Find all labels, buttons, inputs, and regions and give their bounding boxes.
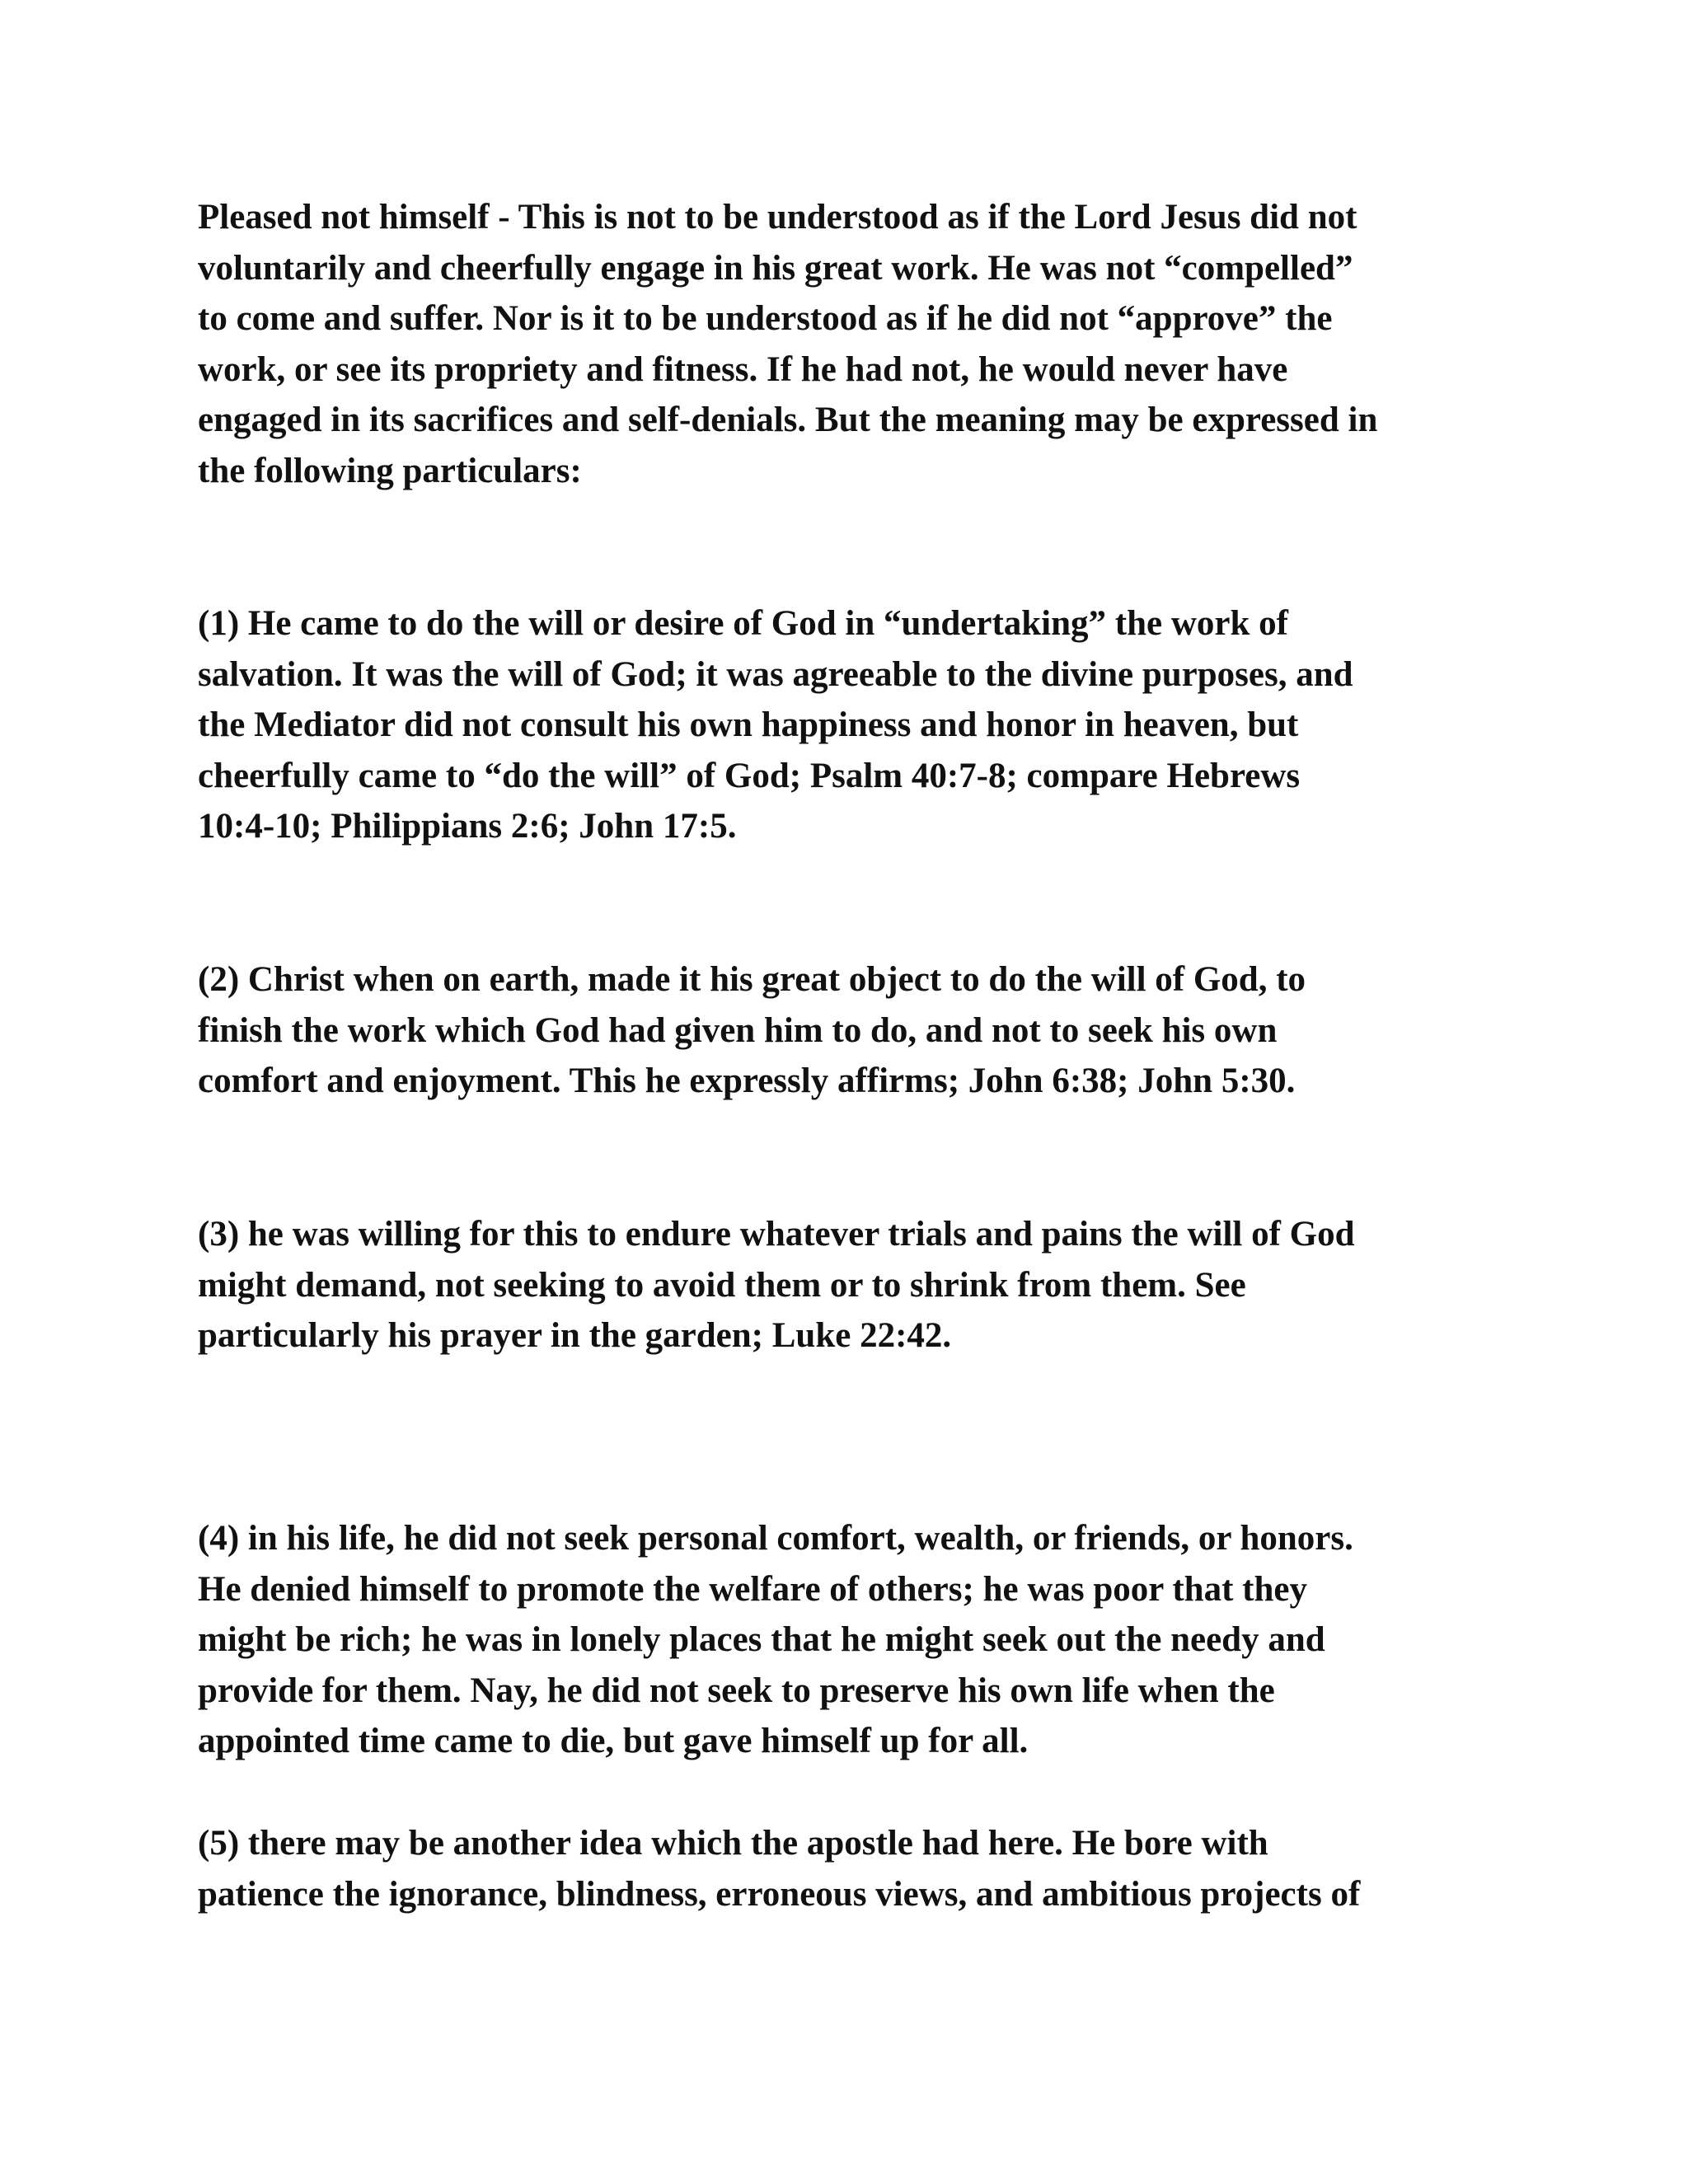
text-line: Pleased not himself - This is not to be understood as if the Lord Jesus did not <box>198 198 1357 237</box>
text-line: to come and suffer. Nor is it to be understood as if he did not “approve” the <box>198 299 1333 338</box>
text-line: (2) Christ when on earth, made it his great object to do the will of God, to <box>198 960 1306 999</box>
text-line: particularly his prayer in the garden; Luke 22:42. <box>198 1316 952 1355</box>
text-line: cheerfully came to “do the will” of God; Psalm 40:7-8; compare Hebrews <box>198 756 1301 795</box>
text-line: salvation. It was the will of God; it was agreeable to the divine purposes, and <box>198 654 1353 694</box>
text-line: the Mediator did not consult his own happiness and honor in heaven, but <box>198 705 1299 744</box>
text-line: finish the work which God had given him to do, and not to seek his own <box>198 1010 1278 1050</box>
paragraph-point-1 <box>198 598 1550 852</box>
text-line: comfort and enjoyment. This he expressly affirms; John 6:38; John 5:30. <box>198 1062 1296 1100</box>
paragraph-intro <box>198 192 1550 496</box>
text-line: the following particulars: <box>198 451 582 490</box>
text-line: appointed time came to die, but gave himself up for all. <box>198 1722 1029 1760</box>
paragraph-point-5 <box>198 1818 1550 1919</box>
text-line: 10:4-10; Philippians 2:6; John 17:5. <box>198 807 737 846</box>
text-line: (3) he was willing for this to endure whatever trials and pains the will of God <box>198 1215 1355 1254</box>
text-line: He denied himself to promote the welfare of others; he was poor that they <box>198 1569 1307 1609</box>
text-line: (4) in his life, he did not seek personal comfort, wealth, or friends, or honors. <box>198 1519 1353 1558</box>
text-line: engaged in its sacrifices and self-denials. But the meaning may be expressed in <box>198 401 1378 439</box>
paragraph-point-2 <box>198 954 1550 1107</box>
text-line: provide for them. Nay, he did not seek to preserve his own life when the <box>198 1671 1275 1710</box>
text-line: might be rich; he was in lonely places that he might seek out the needy and <box>198 1620 1325 1659</box>
paragraph-point-4 <box>198 1513 1550 1767</box>
text-line: voluntarily and cheerfully engage in his great work. He was not “compelled” <box>198 248 1353 288</box>
text-line: (5) there may be another idea which the apostle had here. He bore with <box>198 1824 1268 1863</box>
text-line: might demand, not seeking to avoid them or to shrink from them. See <box>198 1265 1246 1305</box>
text-line: work, or see its propriety and fitness. If he had not, he would never have <box>198 349 1288 389</box>
text-line: (1) He came to do the will or desire of God in “undertaking” the work of <box>198 604 1288 643</box>
text-line: patience the ignorance, blindness, erroneous views, and ambitious projects of <box>198 1874 1361 1914</box>
paragraph-point-3 <box>198 1209 1550 1361</box>
